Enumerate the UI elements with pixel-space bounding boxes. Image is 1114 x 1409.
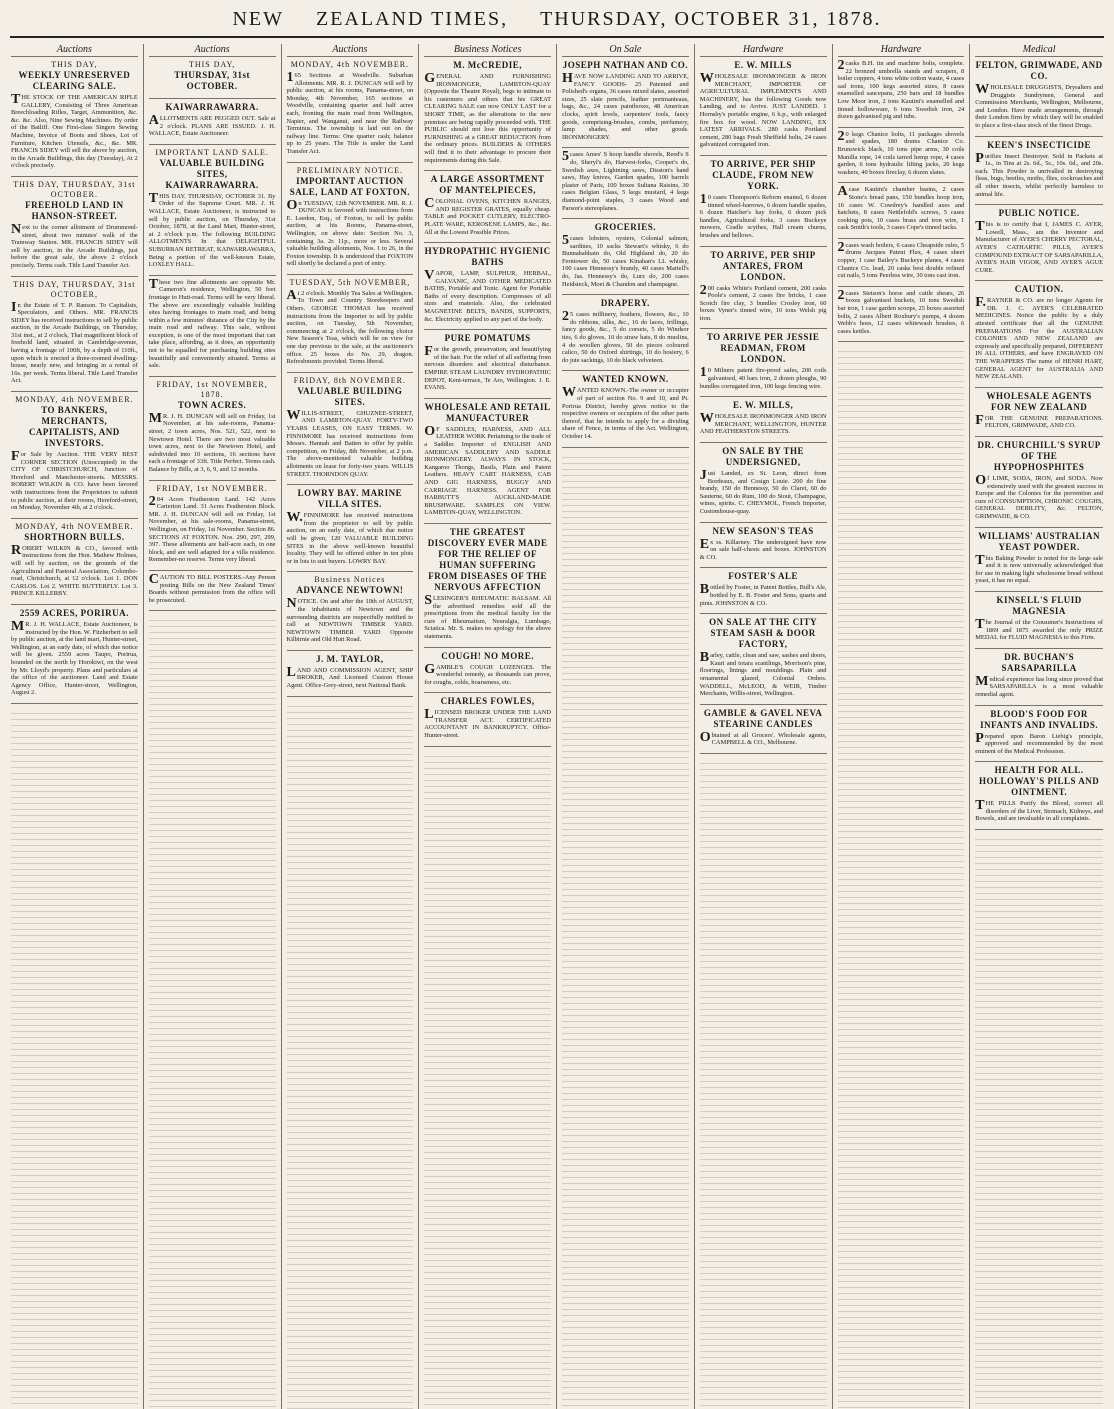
ad-title: NEW SEASON'S TEAS <box>712 525 814 536</box>
ad-body: COLONIAL OVENS, KITCHEN RANGES, AND REGISTER GRATES, equally cheap. TABLE and POCKET CUTLERY, ELECTRO-PLATE WARE, KEROSENE LAMPS, &c., &c. All at the Lowest Possible Prices. <box>424 196 551 236</box>
ad-divider <box>424 398 551 399</box>
advertisement <box>700 526 827 562</box>
advertisement <box>287 60 414 156</box>
advertisement <box>148 276 276 370</box>
ad-body: LAND AND COMMISSION AGENT, SHIP BROKER, And Licensed Custom House Agent. Office-Grey-street, next National Bank. <box>286 664 414 690</box>
ad-body: Obtained at all Grocers'. Wholesale agents, CAMPBELL & CO., Melbourne. <box>699 729 827 747</box>
advertisement <box>838 186 965 232</box>
ad-title: HYDROPATHIC HYGIENIC BATHS <box>424 246 551 268</box>
ad-title: BLOOD'S FOOD FOR INFANTS AND INVALIDS. <box>980 708 1099 730</box>
advertisement <box>837 128 965 177</box>
ad-divider <box>424 692 551 693</box>
ad-title: E. W. MILLS, <box>732 400 794 411</box>
ad-title: HEALTH FOR ALL. HOLLOWAY'S PILLS AND OINTMENT. <box>979 765 1100 798</box>
ad-divider <box>149 275 276 276</box>
ad-title: TO ARRIVE, PER SHIP CLAUDE, FROM NEW YORK. <box>710 158 816 191</box>
ad-dateline: FRIDAY, 8th NOVEMBER. <box>293 375 406 385</box>
ad-title: WHOLESALE AGENTS FOR NEW ZEALAND <box>986 390 1092 412</box>
ad-title: DR. BUCHAN'S SARSAPARILLA <box>1001 651 1077 673</box>
ad-divider <box>287 274 414 275</box>
ad-dateline: MONDAY, 4th NOVEMBER. <box>15 521 134 531</box>
ad-dateline: Business Notices <box>314 575 386 585</box>
ad-divider <box>975 436 1103 437</box>
ad-divider <box>287 484 414 485</box>
advertisement <box>562 222 689 288</box>
ad-divider <box>700 753 827 754</box>
ad-dateline: FRIDAY, 1st NOVEMBER, 1878. <box>156 379 268 399</box>
advertisement <box>287 488 414 565</box>
ad-body: F.RAYNER & CO. are no longer Agents for DR. J. C. AYER'S CELEBRATED MEDICINES. Notice the public by a duly attested certificate that all the GENUINE PREPARATIONS For the AUSTRALIAN COLONIES AND NEW ZEALAND are expressly and specifically prepared, DIFFERENT IN ALL OTHERS, and have ENGRAVED ON THE WRAPPERS The name of HENRI HART, GENERAL AGENT for AUSTRALIA AND NEW ZEALAND. <box>975 295 1103 381</box>
ad-body: 10 cases Thompson's Reform enamel, 6 dozen tinned wheel-barrows, 6 dozen handle spades, 6 dozen Hatcher's hay forks, 6 dozen pick handles, Agricultural forks, 3 cases Buckeye mowers, Cradle scythes, Hall cream churns, brushes and bellows. <box>699 191 827 239</box>
ad-divider <box>975 829 1103 830</box>
ad-title: IMPORTANT AUCTION SALE, LAND AT FOXTON. <box>289 175 411 197</box>
ad-divider <box>287 650 414 651</box>
advertisement <box>149 102 276 138</box>
ad-title: WEEKLY UNRESERVED CLEARING SALE. <box>18 70 131 91</box>
ad-divider <box>287 162 414 163</box>
ad-divider <box>838 286 965 287</box>
ad-title: ON SALE AT THE CITY STEAM SASH & DOOR FACTORY, <box>709 617 818 650</box>
ad-body: THE STOCK OF THE AMERICAN RIFLE GALLERY, Consisting of Three American Breechloading Rifles, Target, Ammunition, &c. &c. &c. Also, Nine Sewing Machines. By order of the Bailiff. One First-class Singers Sewing Machine, Invoice of Boots and Shoes, Lot of Furniture, Kitchen Utensils, &c., &c. MR. FRANCIS SIDEY will sell the above by auction, in the Arcade Buildings, this day (Tuesday), At 2 o'clock precisely. <box>11 92 138 170</box>
advertisement <box>424 402 551 517</box>
ad-divider <box>149 480 276 481</box>
ad-title: ADVANCE NEWTOWN! <box>296 585 404 596</box>
section-header: Business Notices <box>424 44 551 57</box>
ad-body: On TUESDAY, 12th NOVEMBER. MR. R. J. DUNCAN is favored with instructions from E. Leedon, Esq., of Foxton, to sell by public auction, at his Rooms, Panama-street, Wellington, on above date: Section No. 3, containing 3a. 2r. 11p., more or less. Several valuable building allotments, Nos. 1 to 26, in the Foxton township. It is understood that FOXTON will shortly be declared a port of entry. <box>286 197 414 268</box>
ad-body: OF SADDLES, HARNESS, AND ALL LEATHER WORK Pertaining to the trade of a Saddler. Importer of ENGLISH AND AMERICAN SADDLERY AND SADDLE IRONMONGERY. ALWAYS IN STOCK, Kangaroo Thongs, Basils, Plain and Patent Leathers. HEAVY CART HARNESS, CAB AND GIG HARNESS, BUGGY AND CARRIAGE HARNESS. AGENT FOR HARBUTT'S AUCKLAND-MADE BRUSHWARE. SAMPLES ON VIEW. LAMBTON-QUAY, WELLINGTON. <box>424 423 551 517</box>
print-texture <box>838 346 965 1409</box>
advertisement <box>11 180 138 270</box>
ad-divider <box>424 523 551 524</box>
ad-body: MR. J. H. DUNCAN will sell on Friday, 1st November, at his sale-rooms, Panama-street, 2 town acres, Nos. 521, 522, next to Newtown Hotel. There are two most valuable town acres, next to the Newtown Hotel, and subdivided into 10 sections, 16 sections have each a frontage of 33ft. Title Perfect. Terms cash. Balance by Bills, at 3, 6, 9, and 12 months. <box>148 410 276 473</box>
ad-divider <box>975 280 1103 281</box>
ad-body: Ex ss. Killarney. The undersigned have now on sale half-chests and boxes. JOHNSTON & CO. <box>699 536 827 561</box>
ad-body: Next to the corner allotment of Drummond-street, about two minutes' walk of the Tramway Station. MR. FRANCIS SIDEY will sell by auction, in the Arcade Buildings, just before the great sale, the above 2 o'clock precisely. Terms cash. Title Land Transfer Act. <box>11 221 138 269</box>
advertisement <box>11 522 138 598</box>
ad-title: E. W. MILLS <box>734 60 792 70</box>
ad-title: SHORTHORN BULLS. <box>24 531 125 542</box>
ad-body: At 2 o'clock. Monthly Tea Sales at Wellington. To Town and Country Storekeepers and Others. GEORGE THOMAS has received instructions from the Importer to sell by public auction, on Tuesday, 5th November, commencing at 2 o'clock, the following choice New Season's Teas, which will be on view for one day previous to the sale, at the auctioneer's office. 25 boxes do No. 29, dragon. Refreshments provided. Terms liberal. <box>286 287 414 366</box>
ad-body: In the Estate of T. P. Ranson. To Capitalists, Speculators, and Others. MR. FRANCIS SIDEY has received instructions to sell by public auction, in the Arcade Buildings, on Thursday, 31st inst., at 2 o'clock, That magnificent block of freehold land, situated in Cambridge-avenue, having a frontage of 100ft, by a depth of 110ft., upon which is erected a three-roomed dwelling-house, nearly new, and bringing in a rental of 16s. per week. Terms liberal. Title Land Transfer Act. <box>11 299 138 385</box>
ad-divider <box>700 328 827 329</box>
advertisement <box>700 571 827 607</box>
ad-body: Purifies Insect Destroyer. Sold in Packets at 1s., in Tins at 2s. 6d., 5s., 10s. 6d., and 20s. each. This Powder is unrivalled in destroying fleas, bugs, beetles, moths, flies, cockroaches and all other insects, whilst perfectly harmless to animal life. <box>975 150 1103 198</box>
section-header: Auctions <box>287 44 414 57</box>
ad-body: 165 Sections at Woodville. Suburban Allotments. MR. R. J. DUNCAN will sell by public auction, at his rooms, Panama-street, on Monday, 4th November, 165 sections at Woodville, containing quarter and half acres each, fronting the main road from Wellington, Napier, and Wanganui, and near the Railway Terminus. The township is laid out on the railway line. Terms: One quarter cash; balance up to 25 years. The Title is under the Land Transfer Act. <box>286 70 414 155</box>
ad-body: 2cases Stetson's horse and cattle shears, 26 boxes galvanised buckets, 10 tons Swedish bar iron, 1 case garden scoops, 25 boxes assorted bolts, 2 cases Albert Roxbury's pumps, 4 dozen Webb's hoes, 12 cases whitewash brushes, 6 cases kettles. <box>837 287 965 335</box>
ad-body: For the growth, preservation, and beautifying of the hair. For the relief of all suffering from nervous disorders and electrical disturbance. EMPIRE STEAM LAUNDRY HYDROPATHIC DEPOT, Kent-terrace, Te Aro, Wellington. J. E. EVANS. <box>424 344 551 392</box>
column-1 <box>6 44 144 1409</box>
advertisement <box>975 391 1103 430</box>
ad-body: THE PILLS Purify the Blood, correct all disorders of the Liver, Stomach, Kidneys, and Bowels, and are invaluable in all complaints. <box>975 798 1104 823</box>
section-header: Auctions <box>11 44 138 57</box>
ad-body: 25 cases millinery, feathers, flowers, &c., 10 do ribbons, silks, &c., 16 do laces, frillings, fancy goods, &c., 5 do corsets, 5 do Windsor ties, 6 do gloves, 10 do straw hats, 8 do muslins, 4 do woollen gloves, 50 do pieces coloured calico, 50 do Oxford shirtings, 10 do hosiery, 6 do jute sackings, 10 do black velveteen. <box>562 309 689 364</box>
ad-divider <box>11 703 138 704</box>
ad-body: 200 casks White's Portland cement, 200 casks Poole's cement, 2 cases fire bricks, 1 case Scotch fire clay, 3 bundles Crosley iron, 60 boxes Vyner's tinned wire, 10 tons Welsh pig iron. <box>699 282 827 322</box>
section-header: Auctions <box>149 44 276 57</box>
ad-body: Prepared upon Baron Liebig's principle, approved and recommended by the most eminent of the Medical Profession. <box>975 730 1103 755</box>
ad-divider <box>11 276 138 277</box>
advertisement <box>562 151 689 212</box>
ad-divider <box>11 391 138 392</box>
ad-divider <box>838 238 965 239</box>
ad-body: The Journal of the Consumer's Instructions of 1869 and 1875 awarded the only PRIZE MEDAL for FLUID MAGNESIA to this Firm. <box>975 616 1103 642</box>
ad-body: GENERAL AND FURNISHING IRONMONGER, LAMBTON-QUAY (Opposite the Theatre Royal), begs to intimate to his customers and others that his GREAT CLEARING SALE can now ONLY LAST for a SHORT TIME, as the alterations to the new premises are being rapidly proceeded with. THE PUBLIC should not lose this opportunity of FURNISHING at a GREAT REDUCTION from the ordinary prices. BUILDERS & OTHERS will find it to their advantage to procure their requirements during this Sale. <box>424 71 551 164</box>
ad-title: TO BANKERS, MERCHANTS, CAPITALISTS, AND INVESTORS. <box>28 405 120 449</box>
ad-divider <box>287 372 414 373</box>
advertisement <box>837 239 965 280</box>
column-3 <box>282 44 420 1409</box>
ad-divider <box>11 176 138 177</box>
ad-title: DRAPERY. <box>600 298 650 309</box>
advertisement <box>562 60 689 141</box>
advertisement <box>700 250 827 323</box>
ad-divider <box>11 518 138 519</box>
ad-body: For Sale by Auction. THE VERY BEST CORNER SECTION (Unoccupied) in the CITY OF CHRISTCHURCH, Junction of Hereford and Manchester-streets. MESSRS. ROBERT WILKIN & CO. have been favored with instructions from the Proprietors to submit to public auction, at their rooms, Hereford-street, on Monday, November 4th, at 2 o'clock. <box>11 449 138 512</box>
masthead-center: ZEALAND TIMES, <box>316 8 509 30</box>
column-7 <box>833 44 971 1409</box>
print-texture <box>700 758 827 1409</box>
ad-title: VALUABLE BUILDING SITES. <box>297 385 403 407</box>
advertisement <box>838 60 965 121</box>
ad-title: THE GREATEST DISCOVERY EVER MADE FOR THE RELIEF OF HUMAN SUFFERING FROM DISEASES OF THE NERVOUS AFFECTION <box>427 526 548 592</box>
masthead-right: THURSDAY, OCTOBER 31, 1878. <box>540 8 882 30</box>
ad-title: GAMBLE & GAVEL NEVA STEARINE CANDLES <box>703 707 823 729</box>
ad-body: WHOLESALE DRUGGISTS, Drysalters and Druggists Sundrymen, General and Commission Merchants, Wellington, Melbourne, and London. Have made arrangements, through their London firm by which they will be enabled to place a first-class stock of the finest Drugs. <box>975 82 1103 129</box>
column-4 <box>419 44 557 1409</box>
ad-body: 5cases lobsters, oysters, Colonial salmon, sardines, 10 sacks Stewart's whisky, 6 do Bunnahabhain do, Old Highland do, 20 do Ferntower do, 50 cases Kinahan's LL whisky, 100 cases Hennessy's brandy, 40 cases Martell's do, Jas. Hennessy's do, Lurz do, 200 cases Heidsieck, Moet & Chandon and champagne. <box>562 233 689 288</box>
ad-title: FREEHOLD LAND IN HANSON-STREET. <box>25 199 124 221</box>
advertisement <box>700 446 827 516</box>
ad-body: MR. J. H. WALLACE, Estate Auctioneer, is instructed by the Hon. W. Fitzherbert to sell by public auction, at the land mart, Hunter-street, Wellington, at an early date, of which due notice will be given. 2559 acres Taupo, Porirua, bounded on the north by Horokiwi, on the west by Mr. Lloyd's property. Plans and particulars at the office of the auctioneer. Land and Estate Agency Office, Hunter-street, Wellington, August 2. <box>11 618 138 697</box>
column-2 <box>144 44 282 1409</box>
ad-body: 2cases wash boilers, 6 cases Cheapside rules, 5 drums Jacques Patent Flux, 4 cases sheet copper, 1 case Bailey's Buckeye planes, 4 cases Chanice Co. lead, 20 casks best double refined cut nails, 5 tons Peerless wire, 30 tons cast iron. <box>837 239 965 280</box>
ad-dateline: PRELIMINARY NOTICE. <box>296 165 403 175</box>
ad-divider <box>975 136 1103 137</box>
ad-body: Of LIME, SODA, IRON, and SODA. Now extensively used with the greatest success in Europe and the Colonies for the prevention and cure of CONSUMPTION, CHRONIC COUGHS, GENERAL DEBILITY, &c. FELTON, GRIMWADE, & CO. <box>975 473 1103 520</box>
ad-divider <box>700 613 827 614</box>
advertisement <box>975 765 1103 823</box>
ad-divider <box>838 182 965 183</box>
ad-title: PUBLIC NOTICE. <box>998 208 1080 219</box>
advertisement <box>424 696 551 739</box>
ad-body: Acase Kautini's chamber basins, 2 cases Stone's bread pans, 150 bundles hoop iron, 16 cases W. Cowdrey's handled axes and hatchets, 8 cases Nettlefold's screws, 5 cases cooking pots, 10 cases brass and iron wire, 1 cask Smith's tools, 3 cases Cope's tinned tacks. <box>837 184 965 232</box>
advertisement <box>700 708 827 747</box>
ad-divider <box>424 242 551 243</box>
advertisement <box>700 159 827 240</box>
advertisement <box>11 395 138 512</box>
advertisement <box>562 298 689 364</box>
ad-divider <box>562 370 689 371</box>
advertisement <box>11 608 138 697</box>
ad-body: Just Landed, ex St. Leon, direct from Bordeaux, and Cosign Louie. 200 do fine brandy, 150 do Hennessy, 50 do Claret, 60 do Sauterne, 60 do Rum, 100 do Stout, Champagne, wines, spirits. C. CHEYMOL, French Importer, Customhouse-quay. <box>699 468 827 515</box>
ad-divider <box>424 647 551 648</box>
ad-dateline: THIS DAY, <box>51 60 98 69</box>
ad-body: VAPOR, LAMP, SULPHUR, HERBAL, GALVANIC, AND OTHER MEDICATED BATHS, Portable and Tonic. Agent for Portable Baths of every description. Compresses of all sizes and materials. Also, the celebrated MAGNETINE BELTS, BANDS, SUPPORTS, &c. Electricity applied to any part of the body. <box>424 268 551 323</box>
ad-title: JOSEPH NATHAN AND CO. <box>562 60 689 70</box>
advertisement <box>287 278 414 366</box>
advertisement <box>975 140 1103 199</box>
advertisement <box>287 376 414 478</box>
ad-divider <box>700 442 827 443</box>
ad-divider <box>287 696 414 697</box>
advertisement <box>148 571 276 604</box>
ad-dateline: IMPORTANT LAND SALE. <box>155 147 269 157</box>
ad-title: WANTED KNOWN. <box>582 374 669 385</box>
advertisement <box>424 651 551 687</box>
ad-title: 2559 ACRES, PORIRUA. <box>19 607 129 618</box>
ad-title: TO ARRIVE PER JESSIE READMAN, FROM LONDON. <box>706 332 820 365</box>
advertisement <box>424 527 551 641</box>
ad-body: NOTICE. On and after the 10th of AUGUST, the inhabitants of Newtown and the surrounding districts are respectfully notified to call at NEWTOWN TIMBER YARD. NEWTOWN TIMBER YARD Opposite Kilbirnie and Old Hutt Road. <box>286 596 414 644</box>
advertisement <box>149 60 276 92</box>
advertisement <box>149 380 276 474</box>
ad-title: FOSTER'S ALE <box>728 571 799 582</box>
ad-body: FOR THE GENUINE PREPARATIONS. FELTON, GRIMWADE, AND CO. <box>975 412 1103 430</box>
ad-dateline: FRIDAY, 1st NOVEMBER. <box>156 483 268 493</box>
ad-divider <box>838 127 965 128</box>
ad-body: 284 Acres Featherston Land. 142 Acres Carterton Land. 31 Acres Featherston Block. MR. J. H. DUNCAN will sell on Friday, 1st November, at his sale-rooms, Panama-street, Wellington, on Friday, 1st November. Section 86. SECTIONS AT FOXTON. Nos. 290, 297, 299, 397. These allotments are half-acre each, in one block, and are well adapted for a villa residence. Remember-no reserve. Terms very liberal. <box>148 493 276 564</box>
ad-dateline: THIS DAY, <box>188 60 236 69</box>
ad-divider <box>149 144 276 145</box>
ad-divider <box>149 610 276 611</box>
advertisement <box>287 166 414 268</box>
advertisement <box>424 174 551 236</box>
ad-title: KAIWARRAWARRA. <box>165 102 259 112</box>
ad-divider <box>287 571 414 572</box>
advertisement <box>149 148 276 269</box>
ad-divider <box>11 604 138 605</box>
masthead-left: NEW <box>232 8 284 30</box>
ad-body: This is to certify that I, JAMES C. AYER, Lowell, Mass., am the Inventor and Manufacturer of AYER'S CHERRY PECTORAL, AYER'S CATHARTIC PILLS, AYER'S COMPOUND EXTRACT OF SARSAPARILLA, AYER'S HAIR VIGOR, AND AYER'S AGUE CURE. <box>975 219 1103 274</box>
ad-title: J. M. TAYLOR, <box>316 653 384 664</box>
ad-body: SLESINGER'S RHEUMATIC BALSAM. All the advertised remedies sold all the prescriptions from the medical faculty for the cure of Rheumatism, Neuralgia, Lumbago, Sciatica. Mr. S. makes no apology for the above statements. <box>424 592 551 640</box>
ad-title: VALUABLE BUILDING SITES, KAIWARRAWARRA. <box>159 157 265 190</box>
advertisement <box>975 531 1103 585</box>
ad-body: WILLIS-STREET, GHUZNEE-STREET, AND LAMBTON-QUAY. FORTY-TWO YEARS LEASES, ON EASY TERMS. W. FINNIMORE has received instructions from Messrs. Hannah and Batten to offer by public competition, on Friday, 8th November, at 2 p.m. The above-mentioned valuable building allotments on lease for forty-two years. WILLIS STREET. THORNDON QUAY. <box>286 407 414 478</box>
ad-title: TO ARRIVE, PER SHIP ANTARES, FROM LONDON. <box>710 249 816 282</box>
ad-body: WHOLESALE IRONMONGER AND IRON MERCHANT, WELLINGTON, HUNTER AND FEATHERSTON STREETS. <box>699 411 827 436</box>
section-header: Medical <box>975 44 1103 57</box>
ad-divider <box>700 155 827 156</box>
ad-divider <box>424 746 551 747</box>
ad-title: DR. CHURCHILL'S SYRUP OF THE HYPOPHOSPHITES <box>977 440 1101 472</box>
section-header: Hardware <box>838 44 965 57</box>
advertisement <box>975 709 1103 756</box>
advertisement <box>287 575 414 644</box>
ad-body: 20 kegs Chanice bolts, 11 packages shovels and spades, 180 drums Chanice Co. Brunswick black, 10 tons pipe arms, 30 coils Manilla rope, 14 coils tarred hemp rope, 4 cases garden, 6 tons hydraulic lifting jacks, 20 kegs washers, 40 boxes fireclay, 6 dozen slates. <box>837 128 965 176</box>
ad-divider <box>700 246 827 247</box>
advertisement <box>11 280 138 386</box>
ad-divider <box>562 147 689 148</box>
advertisement <box>975 284 1103 381</box>
ad-divider <box>562 218 689 219</box>
advertisement <box>700 332 827 390</box>
ad-title: TOWN ACRES. <box>177 399 247 410</box>
ad-dateline: MONDAY, 4th NOVEMBER. <box>15 395 134 405</box>
advertisement <box>975 652 1103 699</box>
columns-grid <box>6 44 1108 1409</box>
ad-body: ALLOTMENTS ARE PEGGED OUT. Sale at 2 o'clock. PLANS ARE ISSUED. J. H. WALLACE, Estate Auctioneer. <box>148 113 276 138</box>
ad-body: Barley, cattle, clean and saw, sashes and doors, Kauri and totara scantlings, Morrison's pine, floorings, linings and mouldings. Plain and ornamental glazed, Colonial Orders. WADDELL, McLEOD, & WEIR, Timber Merchants, Willis-street, Wellington. <box>699 650 827 698</box>
section-header: Hardware <box>700 44 827 57</box>
advertisement <box>975 595 1103 642</box>
ad-title: M. McCREDIE, <box>453 60 522 70</box>
print-texture <box>975 834 1103 1409</box>
ad-divider <box>424 329 551 330</box>
ad-body: W.FINNIMORE has received instructions from the proprietor to sell by public auction, on an early date, of which due notice will be given, 120 VALUABLE BUILDING SITES in the above well-known beautiful locality. They will be offered either in ten plots or in lots to suit buyers. LOWRY BAY. <box>286 510 414 565</box>
advertisement <box>149 484 276 564</box>
ad-divider <box>975 648 1103 649</box>
print-texture <box>562 452 689 1409</box>
advertisement <box>975 440 1103 521</box>
ad-divider <box>700 396 827 397</box>
ad-dateline: THIS DAY, THURSDAY, 31st OCTOBER, <box>13 279 136 299</box>
ad-body: CAUTION TO BILL POSTERS.-Any Person posting Bills on the New Zealand Times' Boards without permission from the office will be prosecuted. <box>148 571 276 604</box>
ad-body: 10 Milners patent fire-proof safes, 200 coils galvanised, 40 bars iron, 2 dozen ploughs, 90 bundles corrugated iron, 100 kegs fencing wire. <box>699 365 827 390</box>
ad-divider <box>700 704 827 705</box>
ad-title: GROCERIES. <box>594 222 656 233</box>
ad-body: GAMBLE'S COUGH LOZENGES. The wonderful remedy, as thousands can prove, for coughs, colds, hoarseness, etc. <box>424 661 551 686</box>
print-texture <box>287 701 414 1409</box>
advertisement <box>424 333 551 392</box>
ad-divider <box>149 570 276 571</box>
ad-body: Medical experience has long since proved that SARSAPARILLA is a most valuable remedial agent. <box>975 673 1103 698</box>
ad-title: PURE POMATUMS <box>444 333 531 344</box>
ad-body: Bottled by Foster, in Patent Bottles, Bull's Ale, bottled by E. B. Foster and Sons, quarts and pints. JOHNSTON & CO. <box>699 582 827 607</box>
ad-title: THURSDAY, 31st OCTOBER. <box>174 70 251 91</box>
ad-dateline: THIS DAY, THURSDAY, 31st OCTOBER. <box>13 179 136 199</box>
advertisement <box>975 60 1103 130</box>
ad-title: A LARGE ASSORTMENT OF MANTELPIECES, <box>430 174 545 196</box>
ad-title: WILLIAMS' AUSTRALIAN YEAST POWDER. <box>978 530 1101 552</box>
ad-body: LICENSED BROKER UNDER THE LAND TRANSFER ACT. CERTIFICATED ACCOUNTANT IN BANKRUPTCY. Office-Hunter-street. <box>424 707 551 740</box>
advertisement <box>837 287 965 336</box>
ad-title: CAUTION. <box>1014 284 1064 295</box>
ad-divider <box>975 387 1103 388</box>
advertisement <box>700 617 827 698</box>
print-texture <box>149 615 276 1409</box>
ad-body: 5cases Ames' S hoop handle shovels, Reed's S do, Sheryl's do, Harvest-forks, Cooper's do, Swedish axes, Lightning saws, Disston's hand saws, Hay knives, Garden spades, 100 barrels plaster of Paris, 100 boxes Sultana Raisins, 30 cases Belgian Glass, 5 kegs mustard, 4 kegs diamond-point staples, 3 cases Wood and Parson's stereoplanes. <box>562 149 689 212</box>
ad-title: FELTON, GRIMWADE, AND CO. <box>975 60 1103 81</box>
ad-title: KEEN'S INSECTICIDE <box>987 139 1092 150</box>
ad-body: WANTED KNOWN.-The owner or occupier of part of section No. 9 and 10, and Pt. Porirua District, hereby gives notice to the respective owners or occupiers of the other parts thereof, that he intends to apply for a dividing share of Fence, in terms of the Act. Wellington, October 14. <box>562 385 689 440</box>
ad-dateline: TUESDAY, 5th NOVEMBER, <box>289 277 411 287</box>
ad-title: COUGH! NO MORE. <box>441 650 534 661</box>
column-6 <box>695 44 833 1409</box>
advertisement <box>424 60 551 164</box>
ad-divider <box>149 98 276 99</box>
ad-body: These two fine allotments are opposite Mr. Cameron's residence, Wellington, 50 feet frontage to Hutt-road. Terms will be very liberal. The above are exceedingly valuable building sites having frontages to main road, and being within a few minutes' distance of the City by the main road and railway. This sale, without exception, is one of the most important that can take place, affording, as it does, an opportunity not to be equalled for purchasing building sites beautifully and conveniently situated. Terms at sale. <box>148 276 276 370</box>
ad-divider <box>149 376 276 377</box>
ad-dateline: MONDAY, 4th NOVEMBER. <box>290 60 410 69</box>
print-texture <box>11 708 138 1409</box>
advertisement <box>424 246 551 323</box>
ad-divider <box>424 170 551 171</box>
ad-title: CHARLES FOWLES, <box>440 696 535 707</box>
ad-divider <box>700 567 827 568</box>
advertisement <box>700 60 827 149</box>
ad-body: ROBERT WILKIN & CO., favored with instructions from the Hon. Mathew Holmes, will sell by auction, on the grounds of the Agricultural and Pastoral Association, Colombo-road, Christchurch, at 12 o'clock. Lot 1. DON CARLOS. Lot 2. WHITE BUTTERFLY. Lot 3. PRINCE KILLERBY. <box>11 542 138 598</box>
ad-body: This Baking Powder is noted for its large sale and it is now universally acknowledged that for use in making light wholesome bread without yeast, it has no equal. <box>975 552 1103 585</box>
ad-divider <box>562 294 689 295</box>
ad-divider <box>562 447 689 448</box>
column-5 <box>557 44 695 1409</box>
ad-title: ON SALE BY THE UNDERSIGNED, <box>722 446 805 468</box>
ad-divider <box>838 341 965 342</box>
column-8 <box>970 44 1108 1409</box>
ad-divider <box>975 761 1103 762</box>
ad-body: THIS DAY. THURSDAY, OCTOBER 31. By Order of the Supreme Court. MR. J. H. WALLACE, Estate Auctioneer, is instructed to sell by public auction, on Thursday, 31st October, 1878, at the Land Mart, Hunter-street, at 2 o'clock p.m. The following BUILDING ALLOTMENTS In that DELIGHTFUL SUBURBAN RETREAT, KAIWARRAWARRA, Being a portion of the well-known Estate, LOXLEY HALL. <box>148 190 276 269</box>
ad-title: WHOLESALE AND RETAIL MANUFACTURER <box>424 401 551 423</box>
advertisement <box>11 60 138 170</box>
ad-title: LOWRY BAY. MARINE VILLA SITES. <box>297 488 403 510</box>
advertisement <box>700 400 827 436</box>
advertisement <box>287 654 414 690</box>
ad-body: 2casks B.H. tin and machine bolts, complete. 22 bronzed umbrella stands and scrapers, 8 boiler coppers, 4 tons white cotton waste, 4 cases sad irons, 100 kegs assorted sizes, 8 cases enamelled saucepans, 250 bars and 18 bundles Low Moor iron, 2 tons Kautini's enamelled and tinned hollowware, 6 tons Swedish iron, 24 dozen galvanised pig and tubs. <box>837 58 965 121</box>
advertisement <box>975 208 1103 274</box>
ad-divider <box>975 204 1103 205</box>
ad-divider <box>975 591 1103 592</box>
ad-divider <box>975 705 1103 706</box>
ad-divider <box>975 527 1103 528</box>
section-header: On Sale <box>562 44 689 57</box>
ad-body: WHOLESALE IRONMONGER & IRON MERCHANT, IMPORTER OF AGRICULTURAL IMPLEMENTS AND MACHINERY, has the following Goods now Landing, and to Arrive. JUST LANDED. 1 Hornsby's portable engine, 6 h.p., with enlarged fire box for wood. NOW LANDING, EX LATEST ARRIVALS. 280 casks Portland cement, 280 bags Fresh Sheffield bolts, 24 cases galvanized corrugated iron. <box>699 71 827 149</box>
masthead <box>10 6 1104 38</box>
ad-body: HAVE NOW LANDING AND TO ARRIVE, FANCY GOODS- 25 Patented and Polished's organs, 36 cases mixed slates, assorted sizes, 25 slate pencils, leather portmanteaus, bags, &c., 24 cases paintboxes, 48 American clocks, spirit levels, carpenters' tools, fancy goods, comprising-brushes, combs, perfumery, lamp shades, and other goods. IRONMONGERY. <box>562 71 689 141</box>
advertisement <box>562 374 689 440</box>
ad-divider <box>700 522 827 523</box>
ad-title: KINSELL'S FLUID MAGNESIA <box>996 594 1082 616</box>
print-texture <box>424 751 551 1409</box>
